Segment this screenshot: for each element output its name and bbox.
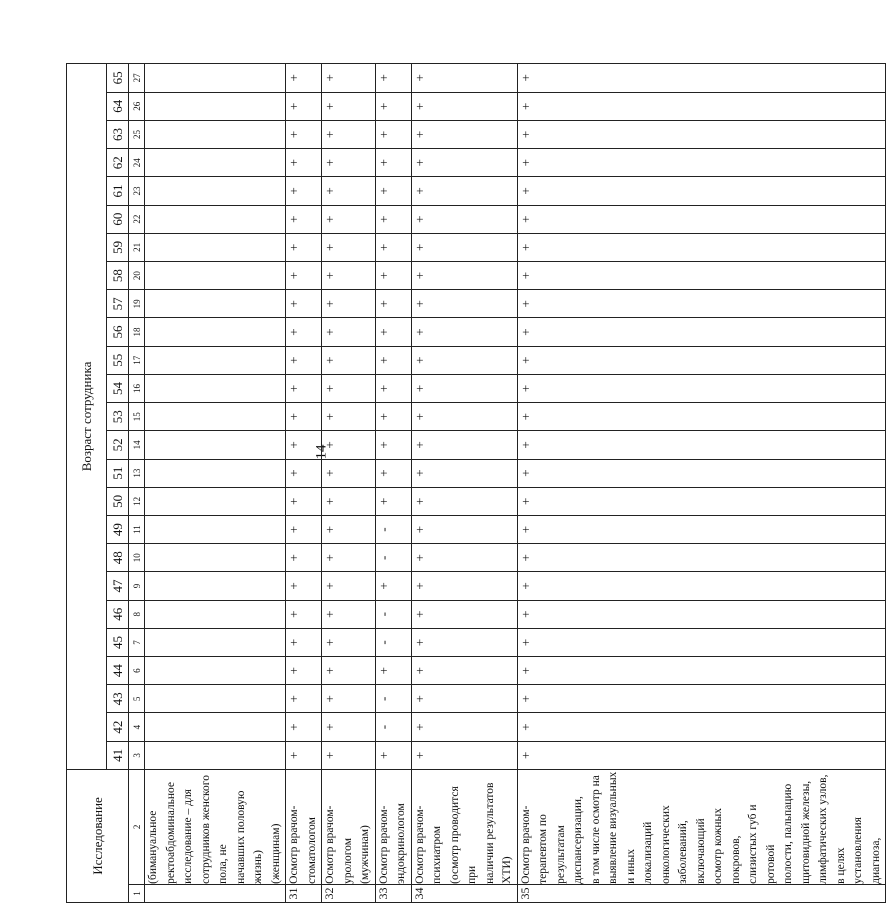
age-50: 50 — [107, 487, 129, 515]
mark-cell: + — [322, 544, 376, 572]
mark-cell: + — [517, 346, 886, 374]
mark-cell: + — [411, 403, 517, 431]
column-number: 7 — [129, 628, 145, 656]
column-number: 1 — [129, 884, 145, 902]
column-number: 11 — [129, 515, 145, 543]
row-name-line: слизистых губ и ротовой — [747, 804, 777, 884]
mark-cell: + — [411, 487, 517, 515]
mark-cell: + — [286, 120, 322, 148]
mark-cell: + — [411, 205, 517, 233]
row-name-line: выявление визуальных и иных — [607, 771, 637, 884]
mark-cell: + — [286, 572, 322, 600]
mark-cell — [145, 233, 286, 261]
mark-cell: + — [322, 572, 376, 600]
row-number: 33 — [375, 884, 411, 902]
mark-cell: + — [517, 572, 886, 600]
mark-cell: + — [322, 628, 376, 656]
mark-cell: + — [517, 149, 886, 177]
age-49: 49 — [107, 515, 129, 543]
mark-cell: + — [286, 346, 322, 374]
mark-cell — [145, 713, 286, 741]
mark-cell: + — [322, 657, 376, 685]
mark-cell: + — [411, 544, 517, 572]
mark-cell: + — [517, 120, 886, 148]
row-name-line: (бимануальное — [147, 810, 159, 884]
mark-cell: + — [517, 233, 886, 261]
mark-cell: + — [322, 92, 376, 120]
mark-cell: + — [517, 544, 886, 572]
column-number: 25 — [129, 120, 145, 148]
column-number: 5 — [129, 685, 145, 713]
mark-cell: + — [322, 318, 376, 346]
mark-cell: + — [322, 177, 376, 205]
row-name-line: установления диагноза, — [852, 817, 882, 884]
age-43: 43 — [107, 685, 129, 713]
mark-cell: + — [286, 741, 322, 769]
mark-cell: + — [411, 459, 517, 487]
age-61: 61 — [107, 177, 129, 205]
mark-cell: + — [286, 92, 322, 120]
mark-cell: + — [411, 600, 517, 628]
row-name-line: лимфатических узлов, в целях — [817, 774, 847, 884]
row-name-line: осмотр кожных покровов, — [712, 808, 742, 884]
age-65: 65 — [107, 64, 129, 93]
mark-cell — [145, 290, 286, 318]
mark-cell: + — [411, 261, 517, 289]
row-name — [375, 769, 411, 884]
mark-cell — [145, 515, 286, 543]
column-number: 24 — [129, 149, 145, 177]
row-name — [322, 769, 376, 884]
age-56: 56 — [107, 318, 129, 346]
column-number: 14 — [129, 431, 145, 459]
age-52: 52 — [107, 431, 129, 459]
row-name-line: результатам диспансеризации, — [554, 796, 584, 884]
mark-cell: + — [322, 233, 376, 261]
mark-cell: + — [411, 685, 517, 713]
mark-cell: + — [517, 205, 886, 233]
mark-cell: + — [375, 374, 411, 402]
mark-cell: + — [286, 403, 322, 431]
column-number: 21 — [129, 233, 145, 261]
mark-cell: + — [411, 515, 517, 543]
column-number: 12 — [129, 487, 145, 515]
mark-cell: + — [375, 741, 411, 769]
column-number: 20 — [129, 261, 145, 289]
mark-cell: + — [375, 290, 411, 318]
column-number: 26 — [129, 92, 145, 120]
column-number: 2 — [129, 769, 145, 884]
column-number: 22 — [129, 205, 145, 233]
mark-cell — [145, 657, 286, 685]
mark-cell: + — [286, 290, 322, 318]
mark-cell: + — [517, 318, 886, 346]
column-number-row — [129, 64, 145, 903]
mark-cell: + — [411, 149, 517, 177]
mark-cell — [145, 318, 286, 346]
mark-cell: + — [411, 628, 517, 656]
mark-cell: + — [322, 346, 376, 374]
page-number: 14 — [313, 444, 330, 460]
mark-cell: + — [411, 713, 517, 741]
column-number: 6 — [129, 657, 145, 685]
mark-cell: + — [411, 374, 517, 402]
mark-cell: + — [517, 515, 886, 543]
row-number: 34 — [411, 884, 517, 902]
mark-cell: + — [411, 318, 517, 346]
row-number: 31 — [286, 884, 322, 902]
mark-cell: + — [286, 318, 322, 346]
mark-cell — [145, 120, 286, 148]
age-51: 51 — [107, 459, 129, 487]
mark-cell: + — [411, 290, 517, 318]
mark-cell — [145, 64, 286, 93]
column-number: 4 — [129, 713, 145, 741]
age-41: 41 — [107, 741, 129, 769]
row-name-line: (мужчинам) — [359, 825, 371, 884]
row-name — [517, 769, 886, 884]
table-row — [375, 64, 411, 903]
mark-cell — [145, 346, 286, 374]
mark-cell: + — [375, 459, 411, 487]
rotated-table-container — [66, 63, 882, 903]
mark-cell: + — [322, 149, 376, 177]
mark-cell: + — [322, 290, 376, 318]
mark-cell: + — [517, 64, 886, 93]
mark-cell: + — [322, 431, 376, 459]
table-row — [322, 64, 376, 903]
mark-cell: + — [517, 374, 886, 402]
mark-cell: + — [375, 233, 411, 261]
row-name-line: исследование – для — [182, 789, 194, 884]
mark-cell: + — [286, 628, 322, 656]
mark-cell: + — [517, 713, 886, 741]
row-name-line: в том числе осмотр на — [589, 775, 602, 884]
mark-cell: + — [322, 120, 376, 148]
age-45: 45 — [107, 628, 129, 656]
mark-cell — [145, 741, 286, 769]
mark-cell: + — [411, 64, 517, 93]
mark-cell: + — [375, 487, 411, 515]
mark-cell: + — [286, 713, 322, 741]
mark-cell: + — [517, 431, 886, 459]
row-number: 32 — [322, 884, 376, 902]
study-header: Исследование — [67, 769, 129, 902]
mark-cell — [145, 600, 286, 628]
header-row — [67, 64, 107, 903]
mark-cell: + — [322, 403, 376, 431]
mark-cell: + — [322, 459, 376, 487]
mark-cell: + — [286, 64, 322, 93]
age-57: 57 — [107, 290, 129, 318]
age-header: Возраст сотрудника — [67, 64, 107, 770]
row-name-line: Осмотр врачом- — [377, 805, 390, 884]
row-name-line: эндокринологом — [395, 803, 407, 884]
row-name-line: заболеваний, включающий — [677, 818, 707, 884]
mark-cell: - — [375, 515, 411, 543]
mark-cell: - — [375, 685, 411, 713]
mark-cell: + — [286, 431, 322, 459]
row-name-line: сотрудников женского пола, не — [199, 775, 229, 884]
row-name — [286, 769, 322, 884]
mark-cell: + — [375, 177, 411, 205]
mark-cell: + — [375, 205, 411, 233]
mark-cell: + — [517, 261, 886, 289]
mark-cell — [145, 261, 286, 289]
column-number: 16 — [129, 374, 145, 402]
mark-cell: + — [286, 685, 322, 713]
age-63: 63 — [107, 120, 129, 148]
mark-cell: + — [322, 600, 376, 628]
mark-cell: + — [411, 657, 517, 685]
column-number: 9 — [129, 572, 145, 600]
mark-cell: + — [411, 572, 517, 600]
mark-cell: + — [375, 572, 411, 600]
row-name-line: ректоабдоминальное — [164, 781, 177, 884]
row-name-line: Осмотр врачом-психиатром — [413, 805, 443, 884]
examination-table — [66, 63, 886, 903]
mark-cell: + — [322, 64, 376, 93]
mark-cell: + — [286, 374, 322, 402]
mark-cell: + — [375, 657, 411, 685]
column-number: 13 — [129, 459, 145, 487]
mark-cell: + — [517, 487, 886, 515]
age-62: 62 — [107, 149, 129, 177]
mark-cell — [145, 572, 286, 600]
column-number: 27 — [129, 64, 145, 93]
age-60: 60 — [107, 205, 129, 233]
table-row — [517, 64, 886, 903]
row-name-line: Осмотр врачом-стоматологом — [288, 805, 318, 884]
mark-cell — [145, 544, 286, 572]
mark-cell: + — [375, 120, 411, 148]
mark-cell: + — [411, 431, 517, 459]
age-48: 48 — [107, 544, 129, 572]
mark-cell: + — [411, 741, 517, 769]
mark-cell: - — [375, 713, 411, 741]
mark-cell: + — [517, 290, 886, 318]
mark-cell: + — [517, 92, 886, 120]
row-name-line: полости, пальпацию — [782, 783, 794, 884]
mark-cell: + — [375, 64, 411, 93]
age-47: 47 — [107, 572, 129, 600]
mark-cell: + — [322, 741, 376, 769]
column-number: 15 — [129, 403, 145, 431]
row-name-line: начавших половую жизнь) — [234, 790, 264, 884]
mark-cell: - — [375, 600, 411, 628]
column-number: 23 — [129, 177, 145, 205]
mark-cell: - — [375, 544, 411, 572]
age-55: 55 — [107, 346, 129, 374]
mark-cell: + — [286, 149, 322, 177]
mark-cell — [145, 205, 286, 233]
mark-cell: + — [517, 459, 886, 487]
mark-cell — [145, 177, 286, 205]
mark-cell: + — [517, 685, 886, 713]
mark-cell: + — [286, 205, 322, 233]
mark-cell: + — [517, 741, 886, 769]
mark-cell: + — [411, 346, 517, 374]
mark-cell: + — [517, 628, 886, 656]
table-row — [145, 64, 286, 903]
column-number: 10 — [129, 544, 145, 572]
age-53: 53 — [107, 403, 129, 431]
row-name-line: наличии результатов ХТИ) — [483, 782, 513, 884]
table-row — [286, 64, 322, 903]
mark-cell: + — [286, 487, 322, 515]
mark-cell: + — [411, 177, 517, 205]
column-number: 17 — [129, 346, 145, 374]
row-name-line: (осмотр проводится при — [448, 786, 478, 884]
mark-cell: + — [322, 713, 376, 741]
mark-cell — [145, 459, 286, 487]
mark-cell: + — [517, 600, 886, 628]
mark-cell: + — [286, 600, 322, 628]
mark-cell: + — [517, 403, 886, 431]
mark-cell: + — [322, 685, 376, 713]
row-name-line: Осмотр врачом-терапевтом по — [519, 805, 549, 884]
mark-cell: + — [322, 261, 376, 289]
mark-cell — [145, 431, 286, 459]
mark-cell: + — [375, 261, 411, 289]
mark-cell: - — [375, 628, 411, 656]
mark-cell: + — [375, 92, 411, 120]
mark-cell — [145, 149, 286, 177]
age-54: 54 — [107, 374, 129, 402]
row-name-line: Осмотр врачом-урологом — [324, 805, 354, 884]
mark-cell: + — [411, 233, 517, 261]
mark-cell: + — [286, 177, 322, 205]
age-59: 59 — [107, 233, 129, 261]
mark-cell: + — [322, 487, 376, 515]
mark-cell: + — [517, 657, 886, 685]
mark-cell — [145, 685, 286, 713]
mark-cell: + — [375, 149, 411, 177]
age-42: 42 — [107, 713, 129, 741]
row-name — [411, 769, 517, 884]
mark-cell: + — [286, 544, 322, 572]
column-number: 3 — [129, 741, 145, 769]
mark-cell: + — [375, 403, 411, 431]
row-number: 35 — [517, 884, 886, 902]
row-name-line: щитовидной железы, — [799, 780, 812, 884]
mark-cell: + — [322, 205, 376, 233]
mark-cell: + — [375, 346, 411, 374]
age-58: 58 — [107, 261, 129, 289]
mark-cell: + — [286, 233, 322, 261]
mark-cell: + — [411, 120, 517, 148]
mark-cell: + — [375, 318, 411, 346]
mark-cell: + — [286, 657, 322, 685]
mark-cell — [145, 628, 286, 656]
mark-cell — [145, 487, 286, 515]
mark-cell — [145, 374, 286, 402]
column-number: 8 — [129, 600, 145, 628]
mark-cell: + — [322, 374, 376, 402]
mark-cell: + — [286, 459, 322, 487]
mark-cell — [145, 403, 286, 431]
mark-cell — [145, 92, 286, 120]
row-number — [145, 884, 286, 902]
mark-cell: + — [411, 92, 517, 120]
column-number: 18 — [129, 318, 145, 346]
table-row — [411, 64, 517, 903]
row-name-line: локализаций онкологических — [642, 805, 672, 884]
mark-cell: + — [286, 515, 322, 543]
mark-cell: + — [322, 515, 376, 543]
age-46: 46 — [107, 600, 129, 628]
column-number: 19 — [129, 290, 145, 318]
row-name-line: (женщинам) — [269, 823, 282, 884]
mark-cell: + — [517, 177, 886, 205]
row-name — [145, 769, 286, 884]
age-64: 64 — [107, 92, 129, 120]
age-44: 44 — [107, 657, 129, 685]
mark-cell: + — [286, 261, 322, 289]
mark-cell: + — [375, 431, 411, 459]
